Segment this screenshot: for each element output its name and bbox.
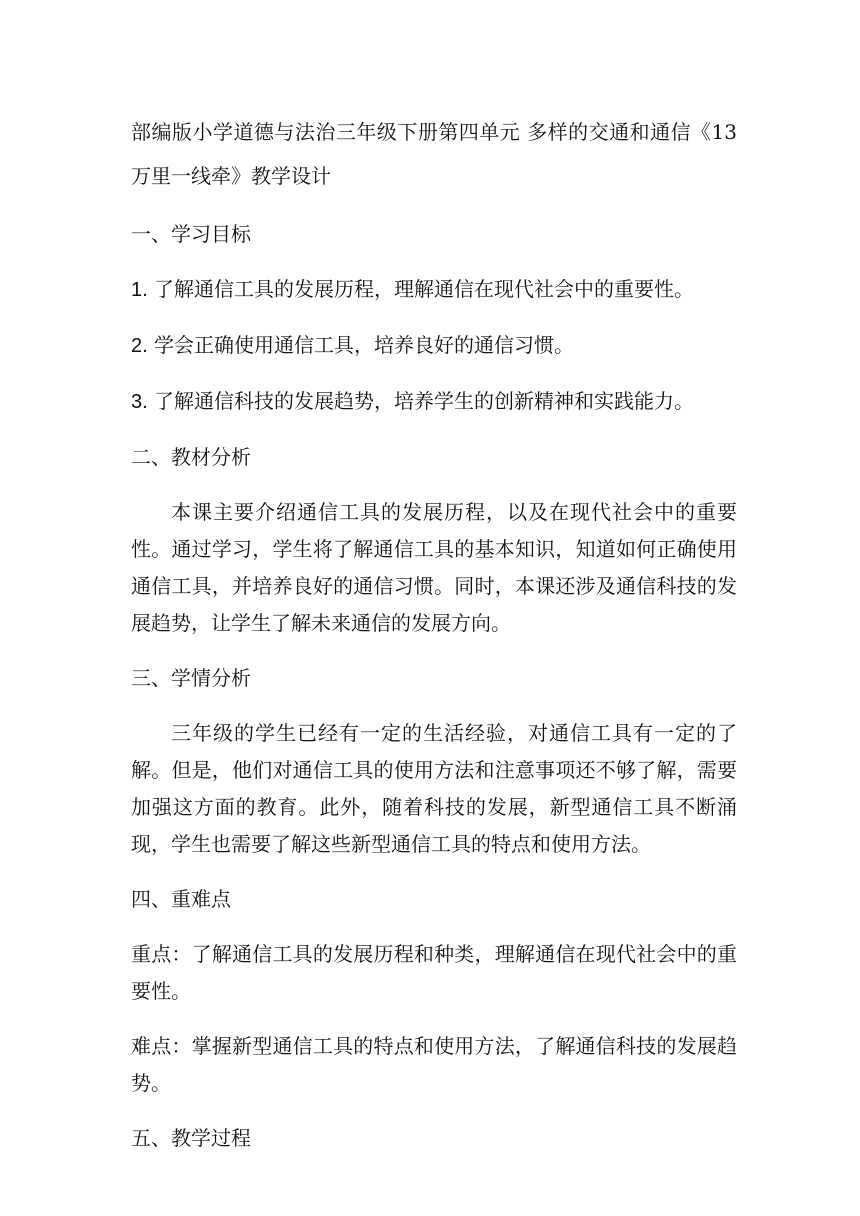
- objective-number: 1.: [131, 279, 148, 301]
- objective-text: 了解通信科技的发展趋势，培养学生的创新精神和实践能力。: [154, 389, 695, 413]
- document-body: [131, 110, 737, 1175]
- objective-item-1: [131, 271, 737, 309]
- objective-number: 3.: [131, 391, 148, 413]
- objective-number: 2.: [131, 335, 148, 357]
- material-analysis-paragraph: 本课主要介绍通信工具的发展历程，以及在现代社会中的重要性。通过学习，学生将了解通信工具的基本知识，知道如何正确使用通信工具，并培养良好的通信习惯。同时，本课还涉及通信科技的发展趋势，让学生了解未来通信的发展方向。: [131, 500, 737, 635]
- objective-text: 了解通信工具的发展历程，理解通信在现代社会中的重要性。: [154, 277, 695, 301]
- objective-item-3: [131, 383, 737, 421]
- objective-item-2: [131, 327, 737, 365]
- learner-analysis-paragraph: 三年级的学生已经有一定的生活经验，对通信工具有一定的了解。但是，他们对通信工具的使用方法和注意事项还不够了解，需要加强这方面的教育。此外，随着科技的发展，新型通信工具不断涌现，学生也需要了解这些新型通信工具的特点和使用方法。: [131, 721, 737, 856]
- section-heading-objectives: 一、学习目标: [131, 222, 251, 246]
- section-heading-learner-analysis: 三、学情分析: [131, 666, 251, 690]
- key-point-text: 重点：了解通信工具的发展历程和种类，理解通信在现代社会中的重要性。: [131, 942, 737, 1003]
- document-title: 部编版小学道德与法治三年级下册第四单元 多样的交通和通信《13万里一线牵》教学设计: [131, 120, 737, 188]
- section-heading-teaching-process: 五、教学过程: [131, 1126, 251, 1150]
- section-heading-material-analysis: 二、教材分析: [131, 445, 251, 469]
- section-heading-key-points: 四、重难点: [131, 887, 231, 911]
- objective-text: 学会正确使用通信工具，培养良好的通信习惯。: [154, 333, 575, 357]
- difficult-point-text: 难点：掌握新型通信工具的特点和使用方法，了解通信科技的发展趋势。: [131, 1034, 737, 1095]
